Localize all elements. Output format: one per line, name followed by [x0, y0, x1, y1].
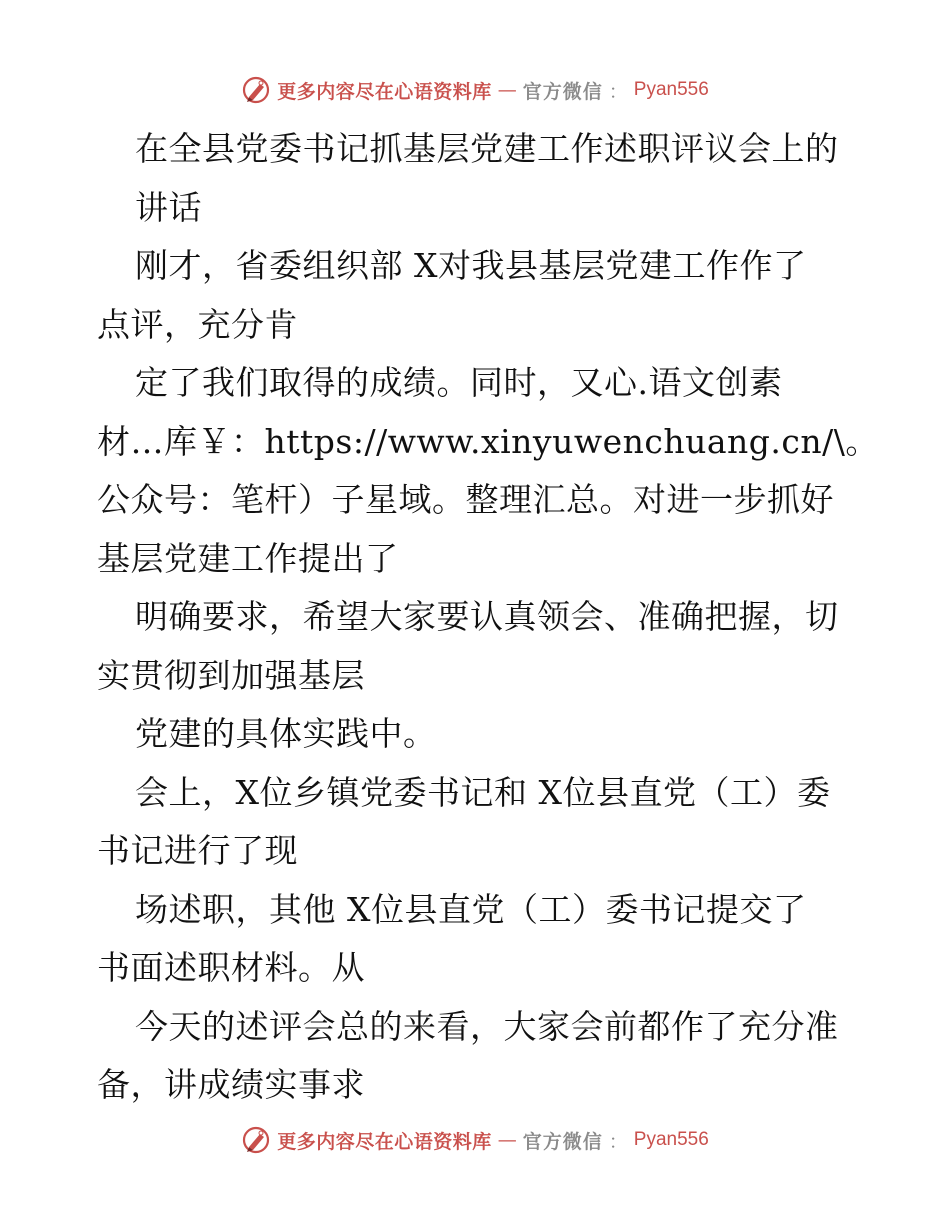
text-line: 讲话 [135, 187, 202, 227]
banner-separator: — [497, 79, 517, 101]
text-line: 点评，充分肯 [97, 304, 298, 344]
text-line: 在全县党委书记抓基层党建工作述职评议会上的 [135, 129, 839, 168]
text-line: 会上，X位乡镇党委书记和 X位县直党（工）委 [135, 772, 831, 812]
text-line: 场述职，其他 X位县直党（工）委书记提交了 [135, 889, 807, 929]
banner-text: 更多内容尽在心语资料库 [277, 80, 492, 103]
text-line: 公众号：笔杆）子星域。整理汇总。对进一步抓好 [97, 480, 834, 519]
text-line: 书面述职材料。从 [97, 948, 365, 987]
text-line: 明确要求，希望大家要认真领会、准确把握，切 [135, 597, 839, 636]
banner-colon: ： [608, 1130, 628, 1153]
text-line: 刚才，省委组织部 X对我县基层党建工作作了 [135, 246, 807, 285]
pen-logo-icon [241, 75, 271, 105]
footer-banner [0, 1120, 950, 1160]
banner-separator: — [497, 1129, 517, 1151]
banner-wechat-id: Pyan556 [633, 79, 709, 100]
banner-wechat-label: 官方微信 [522, 1130, 603, 1153]
banner-text: 更多内容尽在心语资料库 [277, 1130, 492, 1153]
pen-logo-icon [241, 1125, 271, 1155]
banner-wechat-label: 官方微信 [522, 80, 603, 103]
text-line: 书记进行了现 [97, 831, 298, 870]
header-banner [0, 70, 950, 110]
text-line: 基层党建工作提出了 [97, 538, 399, 578]
text-line: 党建的具体实践中。 [135, 714, 437, 753]
text-line: 定了我们取得的成绩。同时，又心.语文创素 [135, 363, 783, 402]
text-line: 今天的述评会总的来看，大家会前都作了充分准 [135, 1006, 839, 1046]
banner-wechat-id: Pyan556 [633, 1129, 709, 1150]
document-body [97, 120, 879, 1115]
banner-colon: ： [608, 80, 628, 103]
text-line: 实贯彻到加强基层 [97, 655, 365, 695]
text-line: 材…库￥：https://www.xinyuwenchuang.cn/\。 [97, 421, 879, 461]
text-line: 备，讲成绩实事求 [97, 1065, 365, 1104]
